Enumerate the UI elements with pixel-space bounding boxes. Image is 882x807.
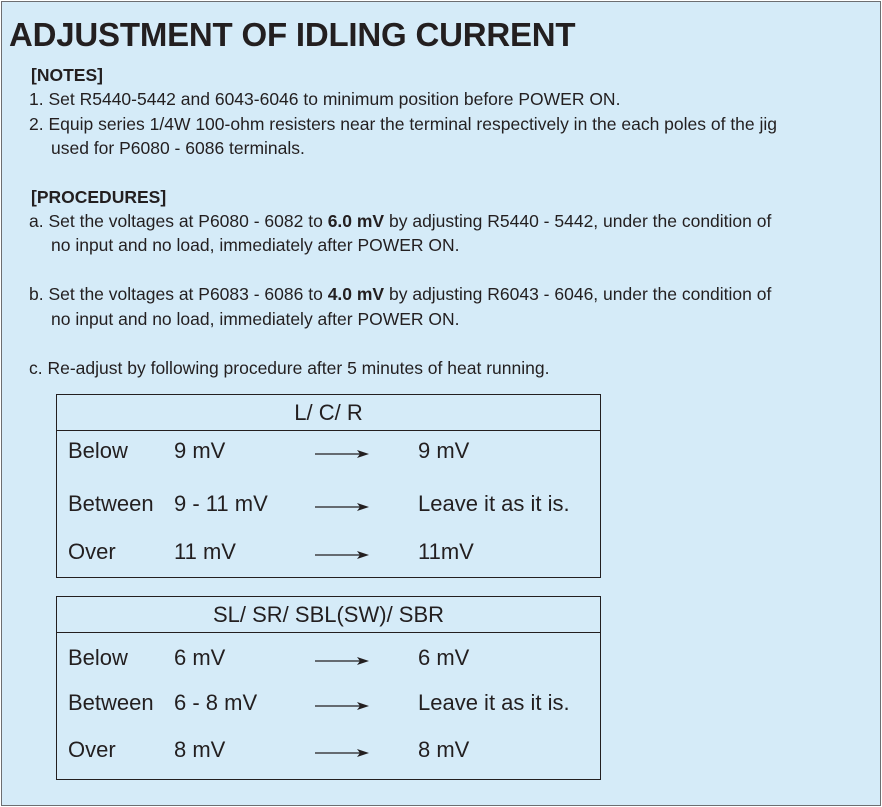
row-range: 6 - 8 mV [174, 690, 258, 715]
document-panel [1, 1, 881, 806]
note-2-line-2: used for P6080 - 6086 terminals. [51, 138, 305, 158]
row-result: 6 mV [418, 645, 470, 670]
procedure-c: c. Re-adjust by following procedure after 5 minutes of heat running. [29, 358, 550, 378]
procedure-a-value: 6.0 mV [327, 211, 385, 231]
right-arrow-icon [315, 550, 369, 560]
row-result: 8 mV [418, 737, 470, 762]
row-condition: Over [68, 737, 116, 762]
procedure-b-value: 4.0 mV [327, 284, 385, 304]
procedure-b-line-1 [29, 284, 771, 305]
row-condition: Between [68, 491, 154, 516]
procedure-b-line-2: no input and no load, immediately after POWER ON. [51, 309, 460, 329]
row-result: 11mV [418, 539, 474, 564]
row-result: Leave it as it is. [418, 491, 570, 516]
table-surround [56, 596, 601, 780]
row-range: 9 - 11 mV [174, 491, 268, 516]
procedures-heading: [PROCEDURES] [31, 187, 167, 207]
row-result: Leave it as it is. [418, 690, 570, 715]
row-range: 9 mV [174, 438, 226, 463]
row-condition: Below [68, 645, 128, 670]
row-range: 11 mV [174, 539, 236, 564]
procedure-a-line-1 [29, 211, 771, 232]
row-range: 8 mV [174, 737, 226, 762]
row-condition: Over [68, 539, 116, 564]
row-condition: Below [68, 438, 128, 463]
table-header: SL/ SR/ SBL(SW)/ SBR [57, 597, 600, 633]
row-range: 6 mV [174, 645, 226, 670]
notes-heading: [NOTES] [31, 65, 103, 85]
procedure-b-text-end: by adjusting R6043 - 6046, under the condition of [384, 284, 772, 304]
table-lcr [56, 394, 601, 578]
right-arrow-icon [315, 656, 369, 666]
note-1: 1. Set R5440-5442 and 6043-6046 to minimum position before POWER ON. [29, 89, 621, 109]
page-title: ADJUSTMENT OF IDLING CURRENT [9, 16, 576, 53]
procedure-a-line-2: no input and no load, immediately after POWER ON. [51, 235, 460, 255]
right-arrow-icon [315, 449, 369, 459]
table-header: L/ C/ R [57, 395, 600, 431]
procedure-a-text-end: by adjusting R5440 - 5442, under the condition of [384, 211, 772, 231]
right-arrow-icon [315, 701, 369, 711]
right-arrow-icon [315, 502, 369, 512]
row-condition: Between [68, 690, 154, 715]
procedure-a-text: a. Set the voltages at P6080 - 6082 to [29, 211, 328, 231]
note-2-line-1: 2. Equip series 1/4W 100-ohm resisters near the terminal respectively in the each poles of the jig [29, 114, 778, 134]
right-arrow-icon [315, 748, 369, 758]
procedure-b-text: b. Set the voltages at P6083 - 6086 to [29, 284, 328, 304]
row-result: 9 mV [418, 438, 470, 463]
